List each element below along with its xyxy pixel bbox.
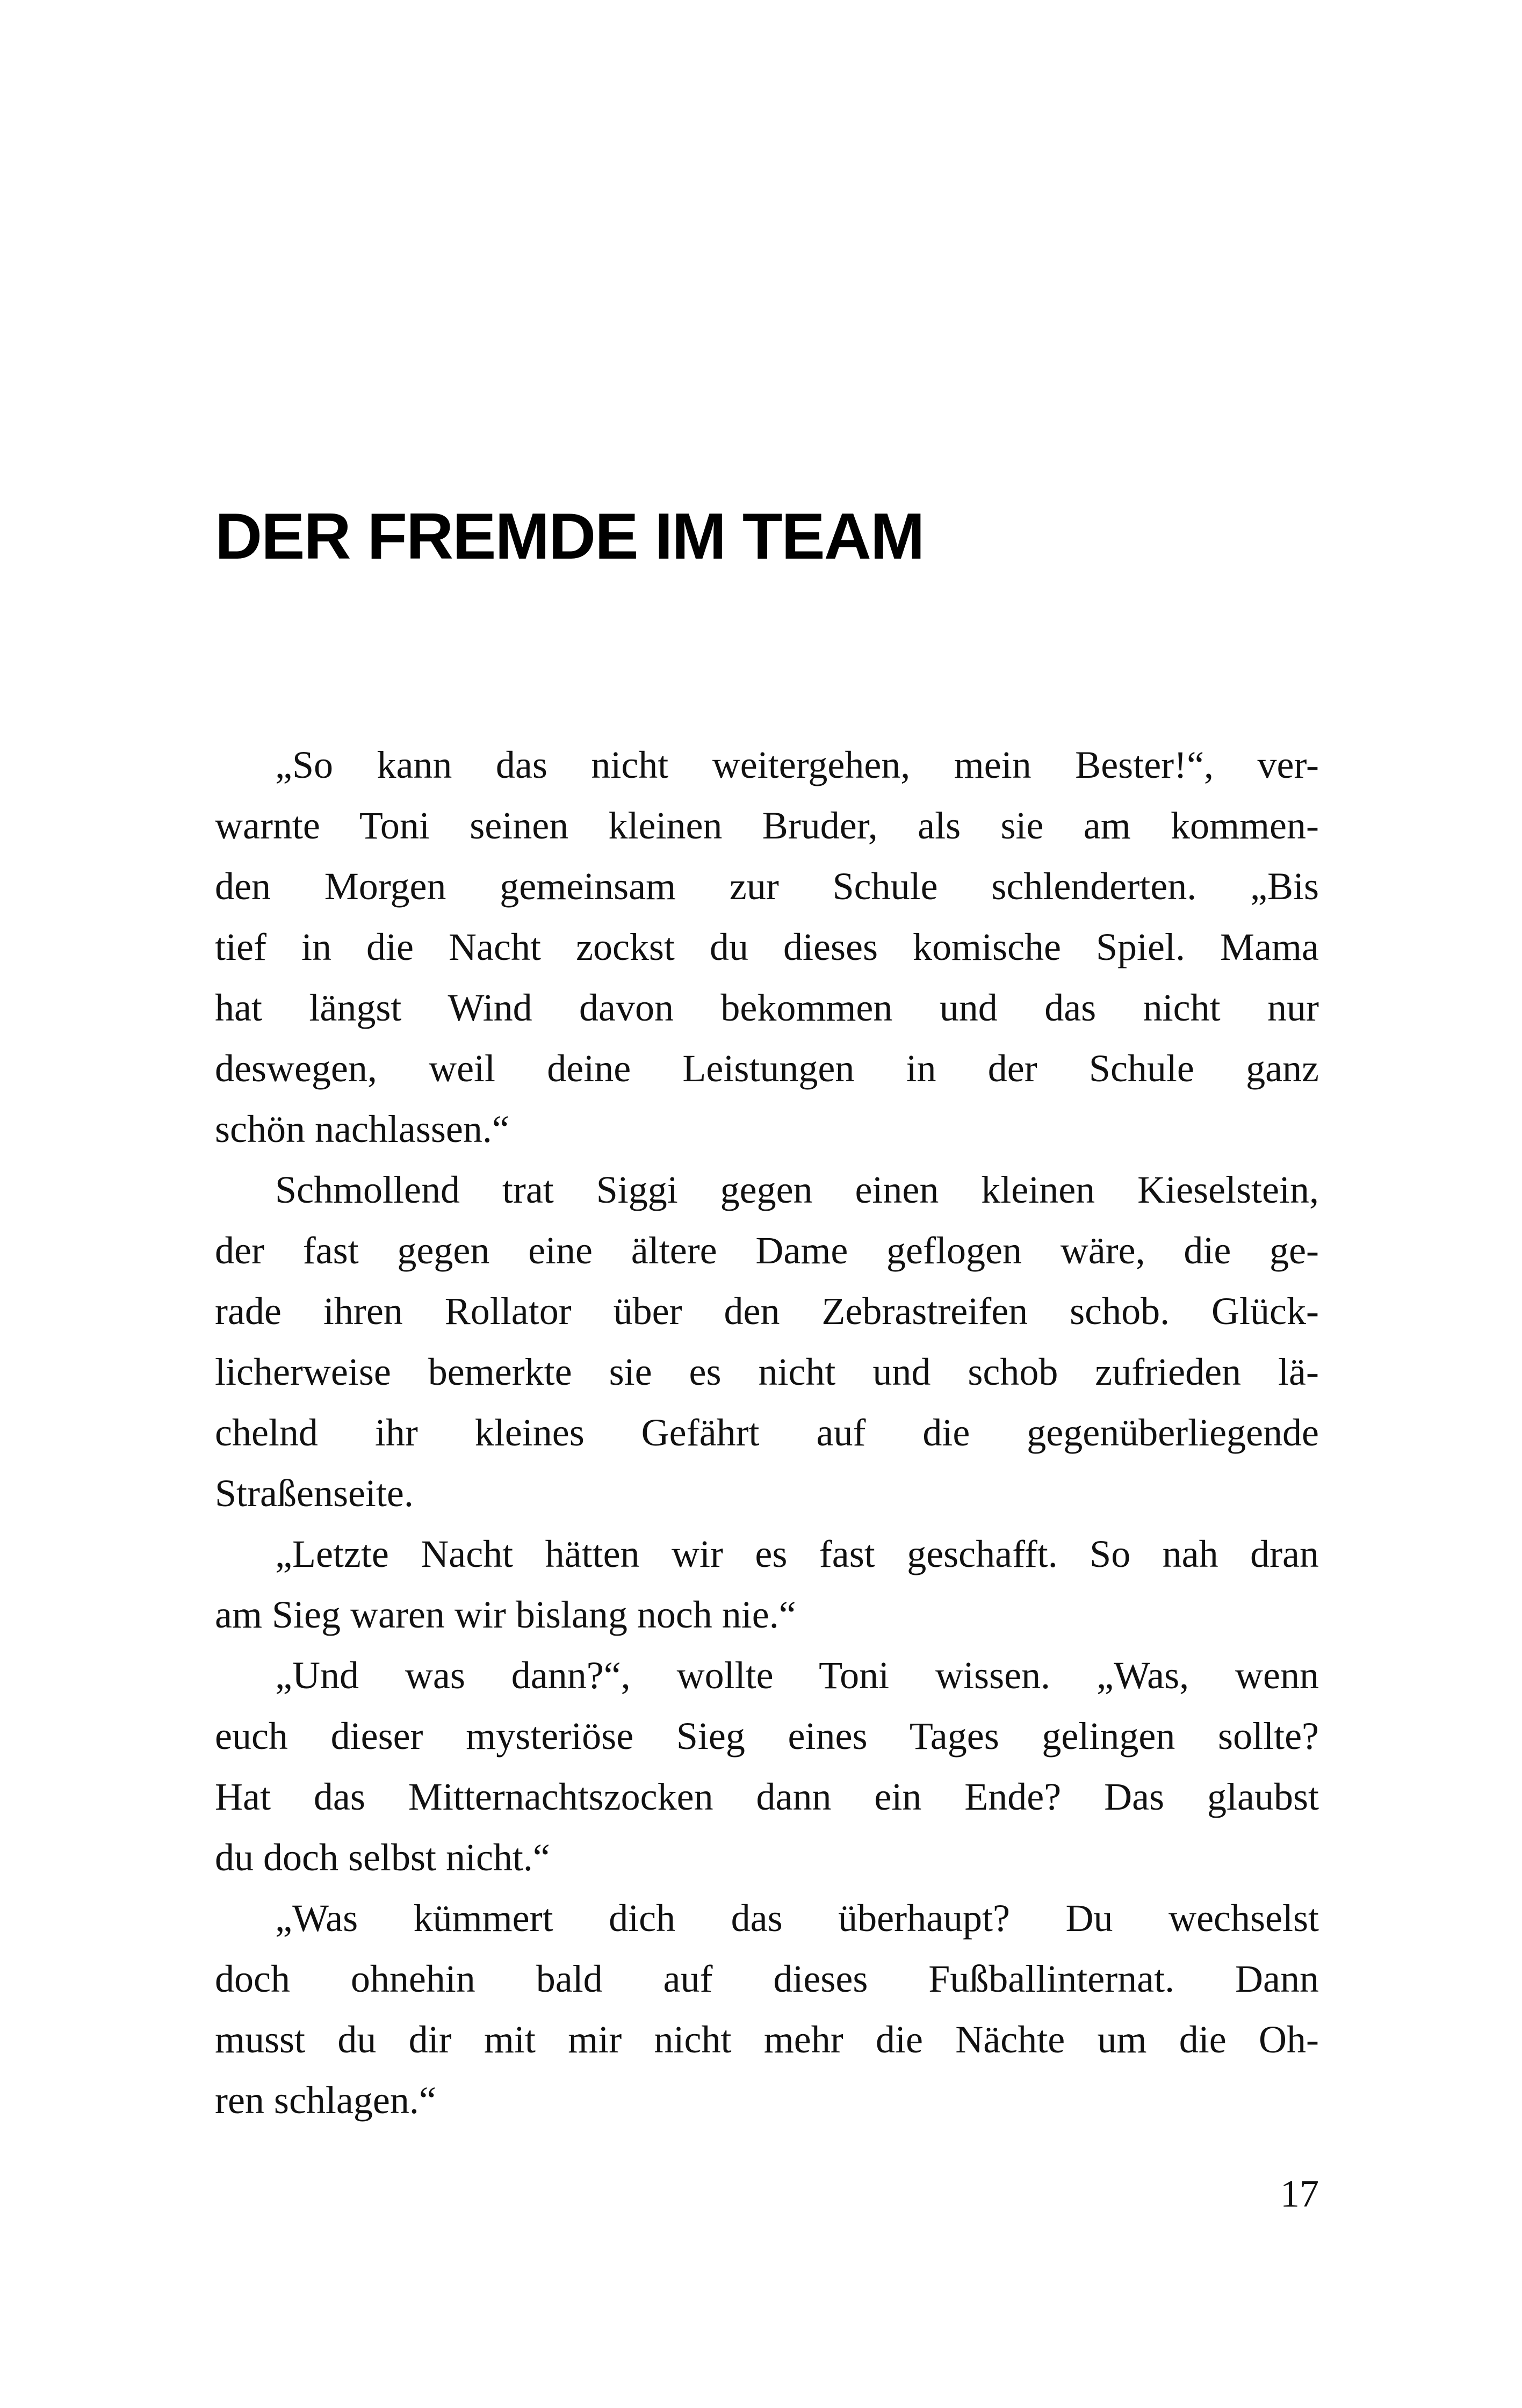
text-line: tief in die Nacht zockst du dieses komische Spiel. Mama (215, 925, 1319, 968)
paragraph (215, 1524, 1319, 1645)
text-line: warnte Toni seinen kleinen Bruder, als sie am kommen- (215, 804, 1319, 847)
text-line: licherweise bemerkte sie es nicht und schob zufrieden lä- (215, 1350, 1319, 1393)
text-line: „So kann das nicht weitergehen, mein Bester!“, ver- (275, 743, 1319, 786)
text-line: rade ihren Rollator über den Zebrastreifen schob. Glück- (215, 1290, 1319, 1333)
text-line: der fast gegen eine ältere Dame geflogen wäre, die ge- (215, 1229, 1319, 1272)
paragraph (215, 1160, 1319, 1524)
paragraph (215, 735, 1319, 1160)
paragraph (215, 1888, 1319, 2131)
text-line: „Letzte Nacht hätten wir es fast geschafft. So nah dran (275, 1532, 1319, 1575)
text-line: Schmollend trat Siggi gegen einen kleinen Kieselstein, (275, 1168, 1319, 1211)
text-line: Straßenseite. (215, 1472, 414, 1515)
paragraph (215, 1645, 1319, 1888)
text-line: deswegen, weil deine Leistungen in der Schule ganz (215, 1047, 1319, 1090)
text-line: ren schlagen.“ (215, 2079, 436, 2122)
text-line: musst du dir mit mir nicht mehr die Nächte um die Oh- (215, 2018, 1319, 2061)
text-line: du doch selbst nicht.“ (215, 1836, 550, 1879)
text-line: schön nachlassen.“ (215, 1108, 509, 1151)
text-line: hat längst Wind davon bekommen und das nicht nur (215, 986, 1319, 1029)
text-line: den Morgen gemeinsam zur Schule schlenderten. „Bis (215, 865, 1319, 908)
text-line: doch ohnehin bald auf dieses Fußballinternat. Dann (215, 1957, 1319, 2000)
page-number: 17 (1280, 2172, 1319, 2215)
body-text (215, 735, 1319, 2131)
text-line: „Was kümmert dich das überhaupt? Du wechselst (275, 1897, 1319, 1940)
text-line: „Und was dann?“, wollte Toni wissen. „Was, wenn (275, 1654, 1319, 1697)
text-line: Hat das Mitternachtszocken dann ein Ende? Das glaubst (215, 1775, 1319, 1818)
text-line: am Sieg waren wir bislang noch nie.“ (215, 1593, 796, 1636)
chapter-heading: DER FREMDE IM TEAM (215, 500, 924, 573)
text-line: euch dieser mysteriöse Sieg eines Tages gelingen sollte? (215, 1715, 1319, 1758)
text-line: chelnd ihr kleines Gefährt auf die gegenüberliegende (215, 1411, 1319, 1454)
